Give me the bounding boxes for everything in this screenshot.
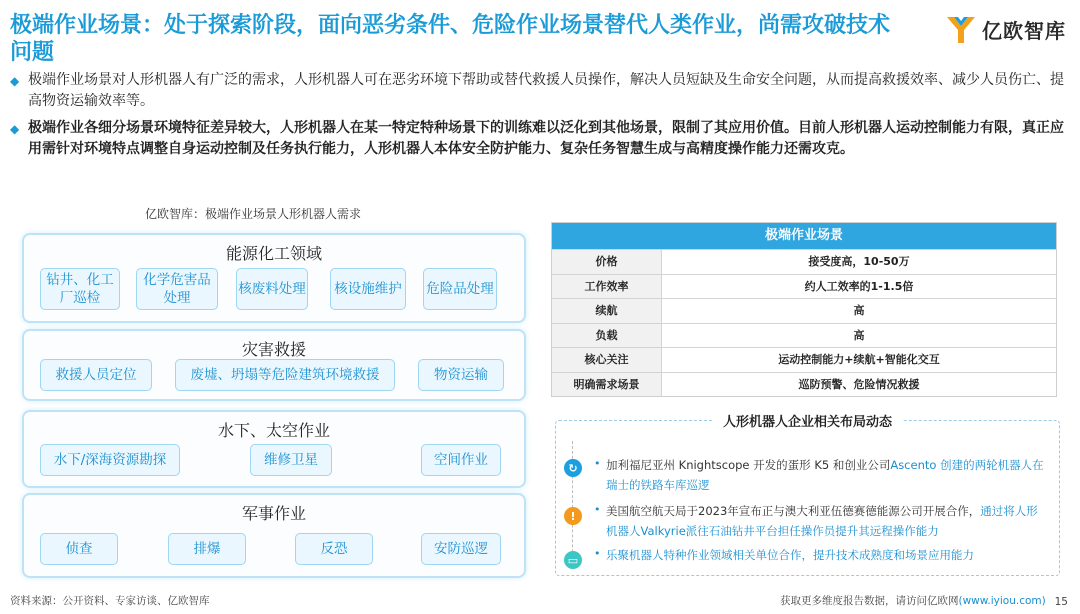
news-highlight: Ascento 创建的两轮机器人在瑞士的铁路车库巡逻 [606, 458, 1044, 492]
news-title [556, 411, 1059, 430]
table-key: 负载 [552, 324, 662, 348]
table-row [552, 274, 1056, 299]
footer-link[interactable]: (www.iyiou.com) [958, 595, 1046, 607]
table-row [552, 372, 1056, 397]
block-title: 水下、太空作业 [217, 421, 330, 440]
scene-block-military [22, 493, 526, 578]
table-row [552, 249, 1056, 274]
news-highlight: 通过将人形机器人Valkyrie派往石油钻井平台担任操作员提升其远程操作能力 [606, 504, 1038, 538]
chat-icon: ▭ [564, 551, 582, 569]
logo-icon [944, 12, 978, 46]
scene-tag: 水下/深海资源勘探 [40, 444, 180, 476]
table-key: 工作效率 [552, 275, 662, 299]
scene-tag: 钻井、化工厂巡检 [40, 268, 120, 310]
scene-tag: 维修卫星 [250, 444, 332, 476]
scene-table [551, 222, 1057, 397]
table-value: 接受度高，10-50万 [808, 255, 910, 268]
table-key: 价格 [552, 250, 662, 274]
scene-tag: 侦查 [40, 533, 118, 565]
footer-note [780, 593, 1046, 608]
footer-text: 获取更多维度报告数据，请访问亿欧网 [780, 595, 959, 607]
source-note: 资料来源：公开资料、专家访谈、亿欧智库 [10, 595, 210, 607]
diamond-bullet-icon: ◆ [10, 122, 20, 136]
table-key: 续航 [552, 299, 662, 323]
news-highlight: 乐聚机器人特种作业领域相关单位合作，提升技术成熟度和场景应用能力 [606, 548, 974, 562]
table-row [552, 323, 1056, 348]
bullet-item [10, 70, 1072, 112]
table-value: 高 [853, 304, 865, 317]
bulb-icon: ! [564, 507, 582, 525]
table-row [552, 298, 1056, 323]
page-number: 15 [1054, 596, 1068, 608]
logo-text: 亿欧智库 [982, 18, 1066, 43]
news-item [606, 545, 1046, 565]
table-header: 极端作业场景 [552, 223, 1056, 249]
block-title: 能源化工领域 [225, 244, 322, 263]
scene-block-rescue [22, 329, 526, 401]
table-value: 运动控制能力+续航+智能化交互 [778, 353, 940, 366]
brand-logo [944, 10, 1066, 48]
news-item [606, 501, 1046, 541]
diamond-bullet-icon: ◆ [10, 74, 20, 88]
table-value: 高 [853, 328, 865, 342]
table-key: 核心关注 [552, 348, 662, 372]
block-title: 灾害救援 [241, 340, 306, 359]
scene-tag: 安防巡逻 [421, 533, 501, 565]
bullet-text: 极端作业各细分场景环境特征差异较大，人形机器人在某一特定特种场景下的训练难以泛化到其他场景，限制了其应用价值。目前人形机器人运动控制能力有限，真正应用需针对环境特点调整自身运动控制及任务执行能力，人形机器人本体安全防护能力、复杂任务智慧生成与高精度操作能力还需攻克。 [28, 120, 1064, 157]
scene-tag: 空间作业 [421, 444, 501, 476]
table-value: 约人工效率的1-1.5倍 [804, 279, 914, 293]
scene-tag: 反恐 [295, 533, 373, 565]
news-title-text: 人形机器人企业相关布局动态 [713, 415, 902, 430]
scene-block-energy [22, 233, 526, 323]
figure-title: 亿欧智库：极端作业场景人形机器人需求 [145, 207, 362, 221]
bullet-item [10, 118, 1072, 160]
scene-tag: 化学危害品处理 [136, 268, 218, 310]
refresh-icon: ↻ [564, 459, 582, 477]
block-title: 军事作业 [241, 504, 306, 523]
table-value: 巡防预警、危险情况救援 [798, 377, 920, 391]
bullet-text: 极端作业场景对人形机器人有广泛的需求，人形机器人可在恶劣环境下帮助或替代救援人员操作，解决人员短缺及生命安全问题，从而提高救援效率、减少人员伤亡、提高物资运输效率等。 [28, 72, 1064, 109]
news-text: 美国航空航天局于2023年宣布正与澳大利亚伍德赛德能源公司开展合作， [606, 504, 981, 518]
scene-block-underwater-space [22, 410, 526, 488]
table-row [552, 347, 1056, 372]
bullet-list [10, 70, 1072, 166]
scene-tag: 废墟、坍塌等危险建筑环境救援 [175, 359, 395, 391]
scene-tag: 核设施维护 [330, 268, 406, 310]
bullet-dot-icon: • [594, 503, 601, 516]
news-item [606, 455, 1046, 495]
scene-tag: 危险品处理 [423, 268, 497, 310]
scene-tag: 物资运输 [418, 359, 504, 391]
scene-tag: 排爆 [168, 533, 246, 565]
table-key: 明确需求场景 [552, 373, 662, 397]
page-title: 极端作业场景：处于探索阶段，面向恶劣条件、危险作业场景替代人类作业，尚需攻破技术问题 [10, 13, 891, 65]
scene-tag: 核废料处理 [236, 268, 308, 310]
news-panel [555, 415, 1060, 576]
bullet-dot-icon: • [594, 547, 601, 560]
news-text: 加利福尼亚州 Knightscope 开发的蛋形 K5 和创业公司 [606, 458, 891, 472]
scene-tag: 救援人员定位 [40, 359, 152, 391]
bullet-dot-icon: • [594, 457, 601, 470]
